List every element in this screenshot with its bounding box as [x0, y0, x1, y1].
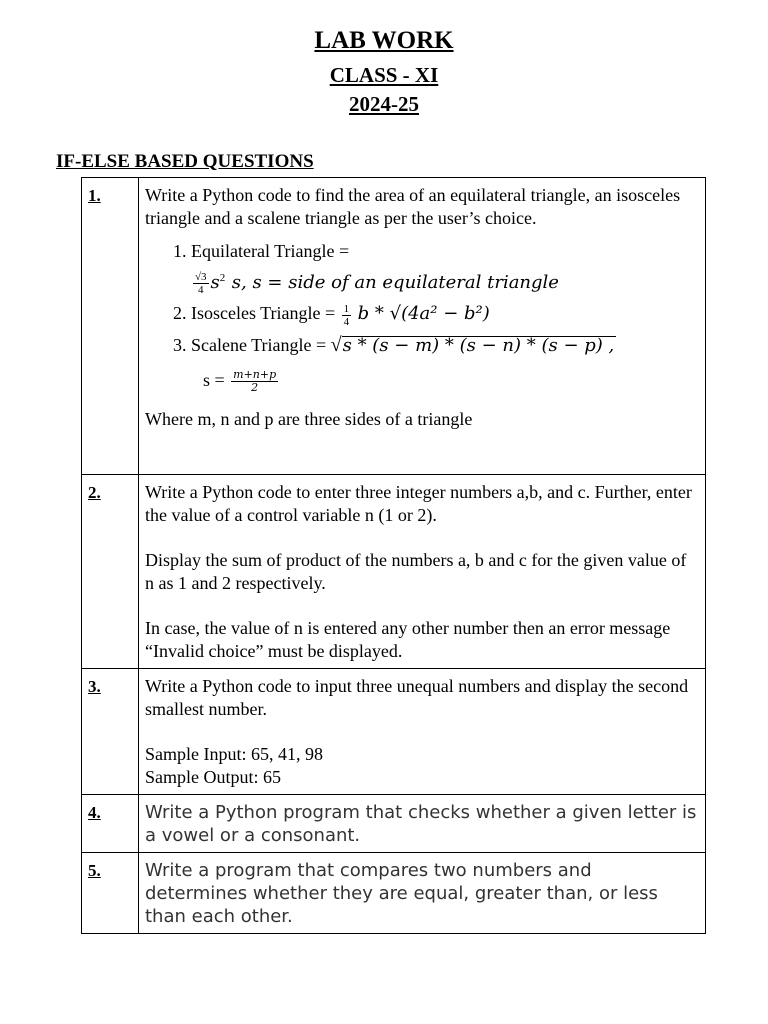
list-item [191, 302, 699, 327]
list-item [191, 240, 699, 296]
question-number: 3. [82, 669, 139, 795]
page-title: LAB WORK [314, 27, 454, 54]
table-row [82, 795, 706, 853]
s-definition: s = $\frac{m+n+p}{2}$ [203, 368, 277, 395]
equilateral-formula-text: s, s = side of an equilateral triangle [231, 272, 559, 293]
question-text: Write a Python code to enter three integer numbers a,b, and c. Further, enter the value of a control variable n (1 or 2). [145, 482, 692, 525]
question-text: Write a Python program that checks whether a given letter is a vowel or a consonant. [145, 802, 697, 846]
question-body [139, 669, 706, 795]
year-label: 2024-25 [349, 92, 419, 116]
equilateral-label: Equilateral Triangle = [191, 241, 350, 261]
table-row [82, 475, 706, 669]
sample-input: Sample Input: 65, 41, 98 [145, 744, 323, 764]
table-row [82, 669, 706, 795]
class-label: CLASS - XI [329, 63, 439, 87]
question-text: In case, the value of n is entered any other number then an error message “Invalid choice” must be displayed. [145, 618, 671, 661]
one-over-four: $\frac{1}{4}$ [343, 302, 350, 328]
questions-table [81, 177, 706, 934]
question-text: Display the sum of product of the numbers a, b and c for the given value of n as 1 and 2 respectively. [145, 550, 687, 593]
question-text: Write a Python code to input three unequal numbers and display the second smallest number. [145, 676, 689, 719]
sample-output: Sample Output: 65 [145, 767, 281, 787]
root3-over-4: $\frac{√3}{4}$ [195, 271, 207, 297]
question-body [139, 853, 706, 934]
isosceles-formula: b * √(4a² − b²) [357, 303, 490, 325]
question-body [139, 178, 706, 475]
equilateral-formula: $\frac{√3}{4}$ $s^2$ s, s = side of an equilateral triangle [195, 271, 559, 297]
list-item: 3. Scalene Triangle = √s * (s − m) * (s − n) * (s − p) , [191, 334, 699, 357]
question-number: 1. [82, 178, 139, 475]
table-row [82, 853, 706, 934]
question-number: 2. [82, 475, 139, 669]
triangle-list [145, 240, 699, 357]
question-text: Write a program that compares two numbers and determines whether they are equal, greater than, or less than each other. [145, 860, 658, 927]
question-body [139, 795, 706, 853]
question-body [139, 475, 706, 669]
question-number: 4. [82, 795, 139, 853]
question-number: 5. [82, 853, 139, 934]
scalene-label: Scalene Triangle = [191, 334, 327, 355]
table-row [82, 178, 706, 475]
section-title: IF-ELSE BASED QUESTIONS [56, 151, 314, 172]
isosceles-label: Isosceles Triangle = [191, 303, 336, 324]
scalene-formula: s * (s − m) * (s − n) * (s − p) , [342, 334, 615, 356]
question-text: Write a Python code to find the area of an equilateral triangle, an isosceles triangle and a scalene triangle as per the user’s choice. [145, 185, 681, 228]
question-footer: Where m, n and p are three sides of a triangle [145, 409, 473, 430]
